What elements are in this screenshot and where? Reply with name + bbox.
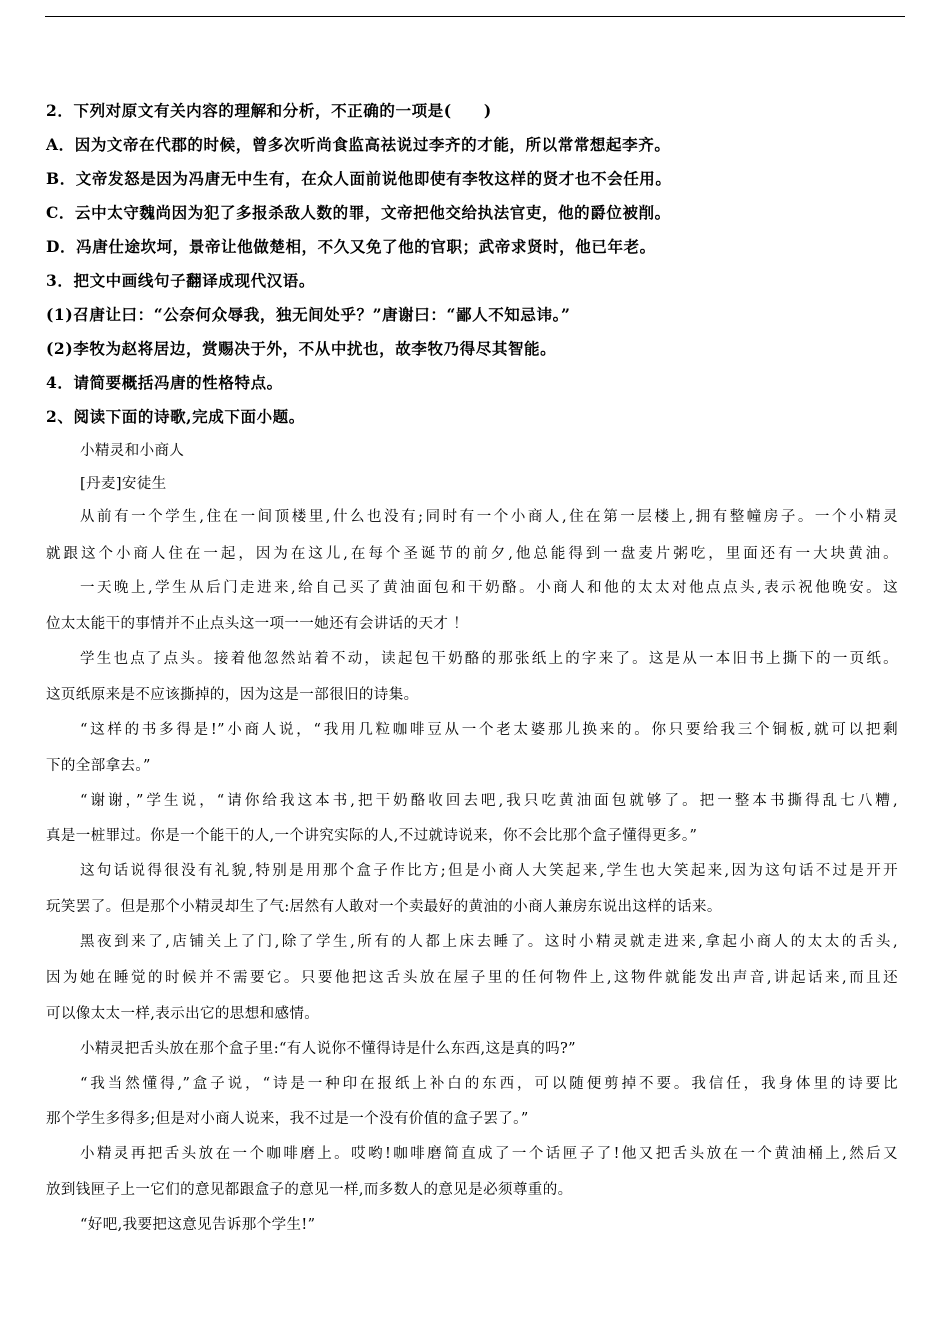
question-4: 4．请简要概括冯唐的性格特点。 bbox=[46, 373, 283, 392]
story-line: 黑夜到来了,店铺关上了门,除了学生,所有的人都上床去睡了。这时小精灵就走进来,拿起小商人的太太的舌头, bbox=[80, 934, 898, 950]
story-line: 这页纸原来是不应该撕掉的，因为这是一部很旧的诗集。 bbox=[46, 687, 419, 703]
story-line: 就跟这个小商人住在一起，因为在这儿,在每个圣诞节的前夕,他总能得到一盘麦片粥吃，里面还有一大块黄油。 bbox=[46, 546, 898, 562]
reading-intro: 2、阅读下面的诗歌,完成下面小题。 bbox=[46, 407, 305, 426]
story-title: 小精灵和小商人 bbox=[80, 443, 185, 459]
story-line: “谢谢，”学生说，“请你给我这本书,把干奶酪收回去吧,我只吃黄油面包就够了。把一整本书撕得乱七八糟, bbox=[80, 793, 898, 809]
story-line: 小精灵再把舌头放在一个咖啡磨上。哎哟!咖啡磨简直成了一个话匣子了!他又把舌头放在一个黄油桶上,然后又 bbox=[80, 1146, 898, 1162]
story-line: 因为她在睡觉的时候并不需要它。只要他把这舌头放在屋子里的任何物件上,这物件就能发出声音,讲起话来,而且还 bbox=[46, 970, 898, 986]
option-a: A．因为文帝在代郡的时候，曾多次听尚食监高祛说过李齐的才能，所以常常想起李齐。 bbox=[46, 135, 671, 154]
question-3: 3．把文中画线句子翻译成现代汉语。 bbox=[46, 271, 315, 290]
story-line: 一天晚上,学生从后门走进来,给自己买了黄油面包和干奶酪。小商人和他的太太对他点点头,表示祝他晚安。这 bbox=[80, 580, 898, 596]
story-line: 学生也点了点头。接着他忽然站着不动，读起包干奶酪的那张纸上的字来了。这是从一本旧书上撕下的一页纸。 bbox=[80, 651, 898, 667]
story-line: 位太太能干的事情并不止点头这一项一一她还有会讲话的天才 ！ bbox=[46, 616, 469, 632]
story-line: 小精灵把舌头放在那个盒子里:“有人说你不懂得诗是什么东西,这是真的吗?” bbox=[80, 1041, 576, 1057]
option-c: C．云中太守魏尚因为犯了多报杀敌人数的罪，文帝把他交给执法官吏，他的爵位被削。 bbox=[46, 203, 671, 222]
story-line: 那个学生多得多;但是对小商人说来，我不过是一个没有价值的盒子罢了。” bbox=[46, 1111, 529, 1127]
option-d: D．冯唐仕途坎坷，景帝让他做楚相，不久又免了他的官职；武帝求贤时，他已年老。 bbox=[46, 237, 656, 256]
translation-item-2: (2)李牧为赵将居边，赏赐决于外，不从中扰也，故李牧乃得尽其智能。 bbox=[46, 339, 557, 358]
translation-item-1: (1)召唐让曰：“公奈何众辱我，独无间处乎？”唐谢曰：“鄙人不知忌讳。” bbox=[46, 305, 571, 324]
story-line: “我当然懂得,”盒子说，“诗是一种印在报纸上补白的东西，可以随便剪掉不要。我信任，我身体里的诗要比 bbox=[80, 1076, 898, 1092]
story-line: 下的全部拿去。” bbox=[46, 758, 151, 774]
story-line: 这句话说得很没有礼貌,特别是用那个盒子作比方;但是小商人大笑起来,学生也大笑起来,因为这句话不过是开开 bbox=[80, 863, 898, 879]
story-line: 真是一桩罪过。你是一个能干的人,一个讲究实际的人,不过就诗说来，你不会比那个盒子懂得更多。” bbox=[46, 828, 698, 844]
option-b: B．文帝发怒是因为冯唐无中生有，在众人面前说他即使有李牧这样的贤才也不会任用。 bbox=[46, 169, 672, 188]
story-line: 可以像太太一样,表示出它的思想和感情。 bbox=[46, 1006, 320, 1022]
header-rule bbox=[45, 16, 905, 17]
story-author: [丹麦]安徒生 bbox=[80, 476, 167, 492]
story-line: “这样的书多得是!”小商人说，“我用几粒咖啡豆从一个老太婆那儿换来的。你只要给我三个铜板,就可以把剩 bbox=[80, 722, 898, 738]
story-line: 从前有一个学生,住在一间顶楼里,什么也没有;同时有一个小商人,住在第一层楼上,拥有整幢房子。一个小精灵 bbox=[80, 509, 898, 525]
story-line: 玩笑罢了。但是那个小精灵却生了气:居然有人敢对一个卖最好的黄油的小商人兼房东说出这样的话来。 bbox=[46, 899, 722, 915]
story-line: “好吧,我要把这意见告诉那个学生!” bbox=[80, 1217, 316, 1233]
story-line: 放到钱匣子上一它们的意见都跟盒子的意见一样,而多数人的意见是必须尊重的。 bbox=[46, 1182, 573, 1198]
question-2: 2．下列对原文有关内容的理解和分析，不正确的一项是( ) bbox=[46, 101, 492, 120]
